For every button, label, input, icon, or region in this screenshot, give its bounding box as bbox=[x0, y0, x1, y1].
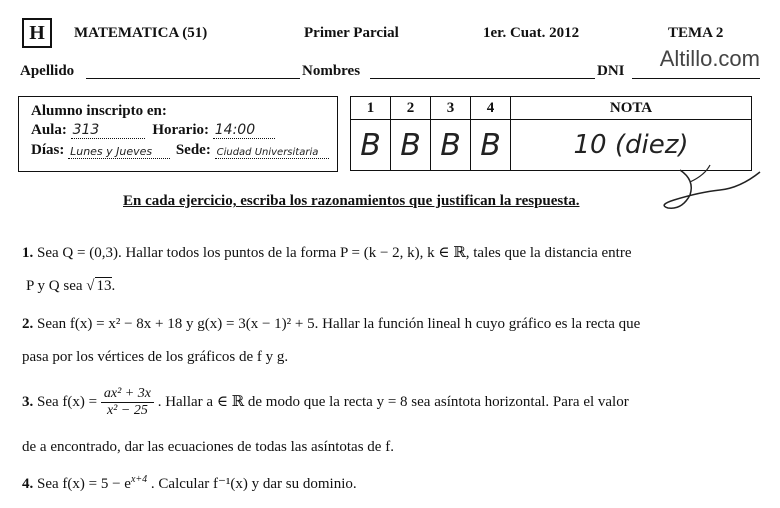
signature-scribble bbox=[660, 160, 770, 220]
exercise-2-line-2: pasa por los vértices de los gráficos de f y g. bbox=[22, 349, 289, 365]
exercise-3-line-1 bbox=[22, 386, 629, 419]
course-title: MATEMATICA (51) bbox=[74, 25, 208, 41]
dias-value: Lunes y Jueves bbox=[68, 145, 170, 159]
exercise-4-post: . Calcular f⁻¹(x) y dar su dominio. bbox=[150, 476, 357, 492]
names-label: Nombres bbox=[302, 63, 361, 79]
exercise-1-text-2: P y Q sea bbox=[26, 278, 83, 294]
exam-topic: TEMA 2 bbox=[668, 25, 724, 41]
exercise-4-pre: Sea f(x) = 5 − e bbox=[37, 476, 131, 492]
exercise-2-text: Sean f(x) = x² − 8x + 18 y g(x) = 3(x − 1)² + 5. Hallar la función lineal h cuyo gráfico es la recta que bbox=[37, 316, 641, 332]
watermark: Altillo.com bbox=[659, 46, 760, 71]
grade-value-4: B bbox=[471, 120, 511, 171]
dias-label: Días: bbox=[31, 142, 65, 158]
exercise-4-exponent: x+4 bbox=[130, 474, 148, 485]
exercise-3-pre: Sea f(x) = bbox=[37, 393, 98, 410]
aula-label: Aula: bbox=[31, 122, 67, 138]
enrollment-box bbox=[18, 96, 338, 172]
grade-value-1: B bbox=[351, 120, 391, 171]
exam-term: 1er. Cuat. 2012 bbox=[483, 25, 580, 41]
exercise-4-line-1 bbox=[22, 474, 357, 493]
sede-value: Ciudad Universitaria bbox=[215, 147, 329, 159]
horario-value: 14:00 bbox=[213, 122, 275, 139]
dias-row bbox=[31, 142, 329, 159]
exercise-3-number: 3. bbox=[22, 393, 34, 410]
surname-label: Apellido bbox=[20, 63, 75, 79]
exercise-1-line-1 bbox=[22, 243, 632, 262]
exercise-3-fraction bbox=[101, 386, 154, 419]
surname-line bbox=[86, 78, 300, 79]
grade-header-4: 4 bbox=[471, 97, 511, 120]
sqrt-symbol: √ bbox=[86, 278, 95, 294]
exercise-3-line-2: de a encontrado, dar las ecuaciones de todas las asíntotas de f. bbox=[22, 439, 394, 455]
grade-header-3: 3 bbox=[431, 97, 471, 120]
exercise-1-text: Sea Q = (0,3). Hallar todos los puntos de la forma P = (k − 2, k), k ∈ ℝ, tales que la distancia entre bbox=[37, 245, 632, 261]
grade-header-1: 1 bbox=[351, 97, 391, 120]
exercise-1-line-2: P y Q sea √ 13. bbox=[26, 278, 116, 294]
grade-value-2: B bbox=[391, 120, 431, 171]
grade-value-nota: 10 (diez) bbox=[511, 120, 752, 171]
exam-title: Primer Parcial bbox=[304, 25, 399, 41]
enrollment-title: Alumno inscripto en: bbox=[31, 103, 167, 119]
grade-value-3: B bbox=[431, 120, 471, 171]
topic-badge: H bbox=[22, 18, 52, 48]
exercise-2-line-1 bbox=[22, 316, 640, 333]
names-line bbox=[370, 78, 595, 79]
exercise-2-number: 2. bbox=[22, 316, 34, 332]
fraction-denominator: x² − 25 bbox=[106, 403, 148, 418]
instruction-text: En cada ejercicio, escriba los razonamientos que justifican la respuesta. bbox=[123, 193, 580, 209]
sede-label: Sede: bbox=[175, 142, 211, 158]
aula-row bbox=[31, 122, 275, 139]
grade-header-nota: NOTA bbox=[511, 97, 752, 120]
exercise-3-post: . Hallar a ∈ ℝ de modo que la recta y = 8 sea asíntota horizontal. Para el valor bbox=[157, 393, 629, 410]
dni-line bbox=[632, 78, 760, 79]
grade-header-2: 2 bbox=[391, 97, 431, 120]
fraction-numerator: ax² + 3x bbox=[101, 386, 154, 403]
exercise-1-number: 1. bbox=[22, 245, 34, 261]
aula-value: 313 bbox=[71, 122, 145, 139]
exercise-4-number: 4. bbox=[22, 476, 34, 492]
horario-label: Horario: bbox=[152, 122, 209, 138]
sqrt-value: 13 bbox=[96, 278, 112, 294]
dni-label: DNI bbox=[597, 63, 625, 79]
